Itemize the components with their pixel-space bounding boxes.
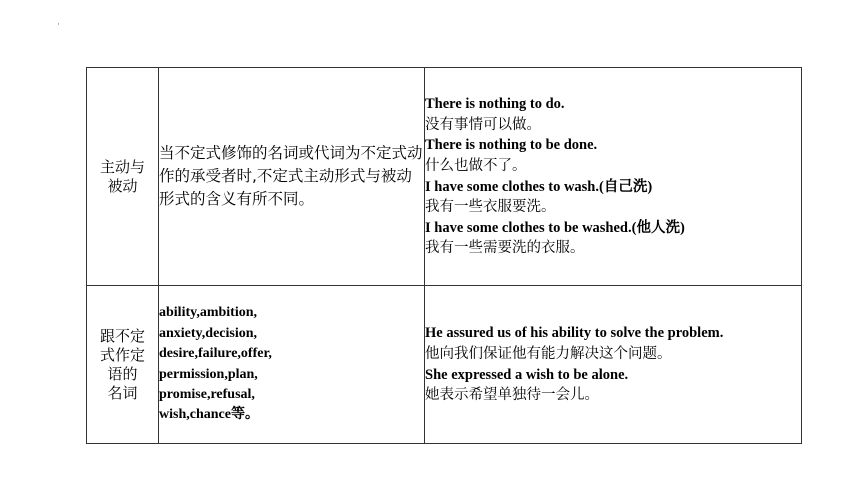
table-row-active-passive (87, 68, 802, 286)
noun-list-cell (159, 286, 425, 444)
table-row-noun-attributive (87, 286, 802, 444)
topic-cell (87, 68, 159, 286)
example-line: I have some clothes to be washed.(他人洗) (425, 219, 685, 236)
topic-cell (87, 286, 159, 444)
example-line: He assured us of his ability to solve the problem. (425, 325, 724, 342)
topic-line: 语的 (107, 364, 138, 383)
noun-list-line: permission,plan, (159, 366, 258, 382)
example-line: 他向我们保证他有能力解决这个问题。 (425, 345, 672, 362)
topic-line: 跟不定 (99, 326, 145, 345)
noun-list-line: promise,refusal, (159, 386, 255, 402)
example-line: She expressed a wish to be alone. (425, 366, 629, 383)
example-line: 她表示希望单独待一会儿。 (425, 387, 599, 404)
example-line: There is nothing to be done. (425, 137, 598, 154)
noun-list-line: ability,ambition, (159, 305, 258, 321)
grammar-table (86, 67, 802, 444)
example-line: 我有一些衣服要洗。 (425, 199, 556, 216)
description-cell (159, 68, 425, 286)
example-line: There is nothing to do. (425, 96, 565, 113)
description-text: 当不定式修饰的名词或代词为不定式动作的承受者时,不定式主动形式与被动形式的含义有所不同。 (159, 144, 423, 208)
example-line: 没有事情可以做。 (425, 116, 541, 133)
corner-dot: · (57, 20, 60, 30)
noun-list-line: desire,failure,offer, (159, 346, 272, 362)
examples-cell (425, 286, 802, 444)
example-line: I have some clothes to wash.(自己洗) (425, 178, 653, 195)
examples-cell (425, 68, 802, 286)
example-line: 我有一些需要洗的衣服。 (425, 240, 585, 257)
topic-line: 式作定 (99, 345, 145, 364)
topic-line: 名词 (107, 383, 138, 402)
topic-line: 被动 (107, 176, 138, 195)
example-line: 什么也做不了。 (425, 157, 527, 174)
noun-list-line: wish,chance等。 (159, 407, 259, 423)
topic-line: 主动与 (99, 157, 145, 176)
noun-list-line: anxiety,decision, (159, 325, 258, 341)
